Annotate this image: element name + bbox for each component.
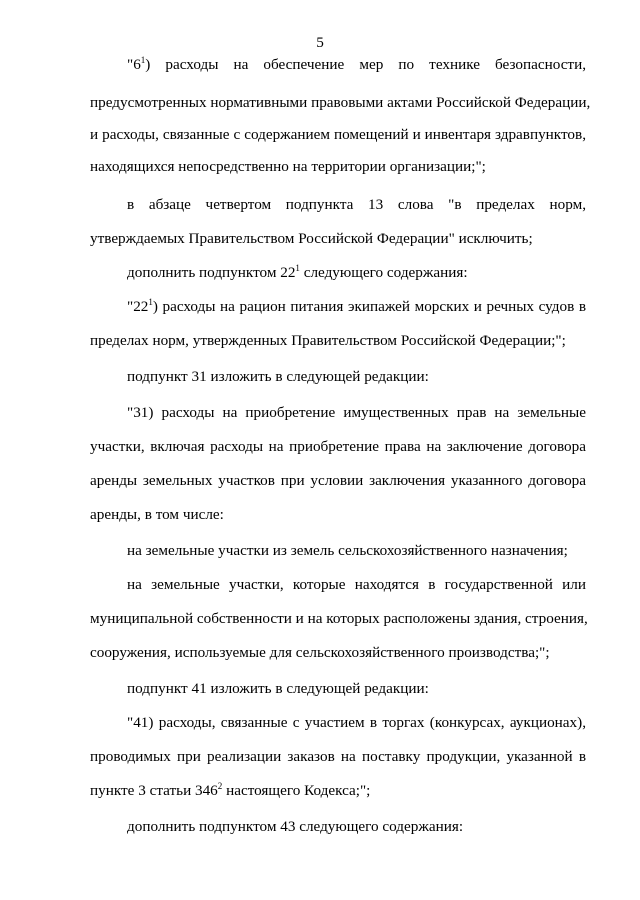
paragraph-6-1-line-1: [127, 56, 586, 74]
superscript: 1: [140, 54, 146, 65]
paragraph-6-1-line-3: и расходы, связанные с содержанием помещений и инвентаря здравпунктов,: [90, 126, 586, 143]
page-number: 5: [316, 34, 324, 51]
paragraph-state-land-line-1: на земельные участки, которые находятся в государственной или: [127, 576, 586, 593]
paragraph-agri-land: на земельные участки из земель сельскохозяйственного назначения;: [127, 542, 568, 559]
text-run: "22: [127, 298, 149, 315]
superscript: 2: [217, 780, 223, 791]
paragraph-31-line-4: аренды, в том числе:: [90, 506, 224, 523]
paragraph-abzac-line-2: утверждаемых Правительством Российской Федерации" исключить;: [90, 230, 533, 247]
paragraph-31-line-1: "31) расходы на приобретение имущественных прав на земельные: [127, 404, 586, 421]
superscript: 1: [148, 296, 153, 307]
text-run: пункте 3 статьи 346: [90, 782, 218, 799]
text-run: "6: [127, 56, 141, 73]
paragraph-6-1-line-4: находящихся непосредственно на территории организации;";: [90, 158, 486, 175]
paragraph-41-intro: подпункт 41 изложить в следующей редакции:: [127, 680, 429, 697]
paragraph-31-line-2: участки, включая расходы на приобретение права на заключение договора: [90, 438, 586, 455]
paragraph-31-intro: подпункт 31 изложить в следующей редакции:: [127, 368, 429, 385]
paragraph-22-1-line-1: [127, 298, 586, 316]
text-run: ) расходы на рацион питания экипажей морских и речных судов в: [152, 298, 586, 315]
paragraph-state-land-line-3: сооружения, используемые для сельскохозяйственного производства;";: [90, 644, 550, 661]
paragraph-22-1-line-2: пределах норм, утвержденных Правительством Российской Федерации;";: [90, 332, 566, 349]
paragraph-31-line-3: аренды земельных участков при условии заключения указанного договора: [90, 472, 586, 489]
paragraph-abzac-line-1: в абзаце четвертом подпункта 13 слова "в пределах норм,: [127, 196, 586, 213]
paragraph-add-22-1: [127, 264, 468, 282]
text-run: ) расходы на обеспечение мер по технике безопасности,: [145, 56, 586, 73]
superscript: 1: [295, 262, 300, 273]
paragraph-41-line-1: "41) расходы, связанные с участием в торгах (конкурсах, аукционах),: [127, 714, 586, 731]
paragraph-state-land-line-2: муниципальной собственности и на которых расположены здания, строения,: [90, 610, 588, 627]
text-run: следующего содержания:: [299, 264, 468, 281]
text-run: дополнить подпунктом 22: [127, 264, 296, 281]
paragraph-add-43: дополнить подпунктом 43 следующего содержания:: [127, 818, 464, 835]
paragraph-41-line-3: [90, 782, 370, 800]
paragraph-6-1-line-2: предусмотренных нормативными правовыми актами Российской Федерации,: [90, 94, 591, 111]
text-run: настоящего Кодекса;";: [222, 782, 371, 799]
paragraph-41-line-2: проводимых при реализации заказов на поставку продукции, указанной в: [90, 748, 586, 765]
